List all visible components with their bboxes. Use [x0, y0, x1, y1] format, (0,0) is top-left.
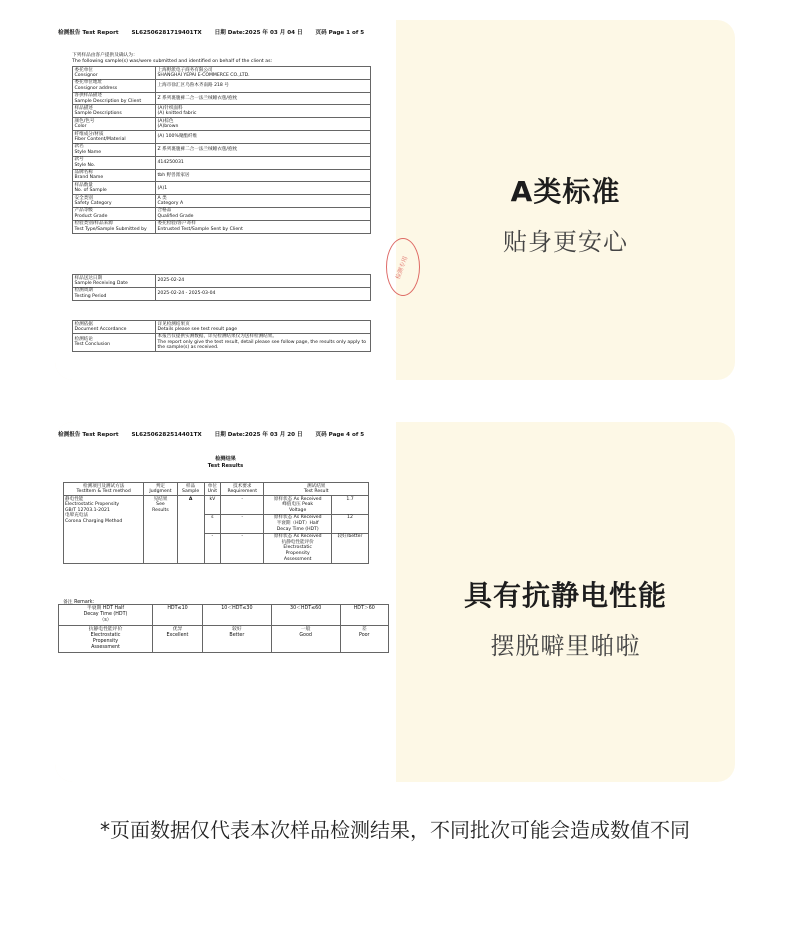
- info-value-cell: (A)1: [156, 182, 371, 195]
- info-value-cell: (A)针织面料 (A) knitted fabric: [156, 105, 371, 118]
- report-date: 日期 Date:2025 年 03 月 20 日: [214, 432, 303, 438]
- info-label-cell: 检验类别/样品来源 Test Type/Sample Submitted by: [73, 220, 156, 233]
- header-cell: 样品 Sample: [177, 483, 204, 496]
- info-value-cell: A 类 Category A: [156, 195, 371, 208]
- header-cell: 单位 Unit: [204, 483, 220, 496]
- info-value-cell: (A)棕色 (A)brown: [156, 118, 371, 131]
- info-label-cell: 检测结论 Test Conclusion: [73, 333, 156, 351]
- report-page: 页码 Page 4 of 5: [315, 432, 365, 438]
- unit-cell: s: [204, 514, 220, 533]
- requirement-cell: -: [221, 514, 264, 533]
- test-report-page-4: [55, 422, 396, 782]
- info-label-cell: 样品数量 No. of Sample: [73, 182, 156, 195]
- remark-label: 备注 Remark：: [63, 600, 98, 605]
- info-label-cell: 检测依据 Document Accordance: [73, 321, 156, 334]
- grade-cell: 差 Poor: [340, 626, 388, 653]
- info-label-cell: 安全类别 Safety Category: [73, 195, 156, 208]
- caption-category-a: [396, 170, 735, 257]
- info-row: [73, 321, 371, 334]
- info-row: [73, 131, 371, 144]
- panel-category-a: [55, 20, 735, 380]
- info-label-cell: 客供样品描述 Sample Description by Client: [73, 92, 156, 105]
- test-item-cell: 静电性能 Electrostatic Propensity GB/T 12703.1-2021 电晕充电法 Corona Charging Method: [64, 496, 144, 564]
- grade-table: [58, 604, 389, 653]
- info-label-cell: 款名 Style Name: [73, 143, 156, 156]
- header-cell: 检测项目及测试方法 TestItem & Test method: [64, 483, 144, 496]
- unit-cell: -: [204, 533, 220, 563]
- caption-title: 具有抗静电性能: [463, 579, 667, 612]
- report-header: [58, 430, 392, 438]
- info-row: [73, 333, 371, 351]
- sample-intro: 下列样品由客户提供及确认为： The following sample(s) was/were submitted and identified on behalf of the client as:: [72, 53, 273, 64]
- report-label: 检测报告 Test Report: [58, 432, 119, 438]
- grade-cell: 优异 Excellent: [152, 626, 202, 653]
- sample-dates-table: [72, 274, 371, 301]
- info-row: [73, 275, 371, 288]
- sample-info-table: [72, 66, 371, 234]
- grade-cell: 较好 Better: [203, 626, 272, 653]
- report-number: SL62506281719401TX: [131, 30, 202, 36]
- info-row: [73, 287, 371, 300]
- sample-cell: A: [177, 496, 204, 564]
- info-row: [73, 169, 371, 182]
- requirement-cell: -: [221, 496, 264, 515]
- test-results-table: [63, 482, 369, 564]
- grade-cell: 30＜HDT≤60: [271, 605, 340, 626]
- info-value-cell: 414250031: [156, 156, 371, 169]
- info-value-cell: tbh 野兽派家居: [156, 169, 371, 182]
- info-label-cell: 委托单位地址 Consignor address: [73, 79, 156, 92]
- report-label: 检测报告 Test Report: [58, 30, 119, 36]
- info-value-cell: 2025-02-24: [156, 275, 371, 288]
- info-label-cell: 产品等级 Product Grade: [73, 207, 156, 220]
- header-cell: 技术要求 Requirement: [221, 483, 264, 496]
- info-value-cell: 合格品 Qualified Grade: [156, 207, 371, 220]
- info-row: [73, 118, 371, 131]
- unit-cell: kV: [204, 496, 220, 515]
- condition-cell: 原样状态 As Received 抗静电性能评价 Electrostatic Propensity Assessment: [264, 533, 332, 563]
- caption-subtitle: 贴身更安心: [503, 228, 628, 256]
- info-label-cell: 样品送达日期 Sample Receiving Date: [73, 275, 156, 288]
- test-report-page-1: [55, 20, 396, 380]
- seal-text: 检测专用: [394, 255, 410, 281]
- info-row: [73, 105, 371, 118]
- info-row: [73, 143, 371, 156]
- info-row: [73, 182, 371, 195]
- header-cell: 测试结果 Test Result: [264, 483, 369, 496]
- info-value-cell: 委托检验/客户寄样 Entrusted Test/Sample Sent by Client: [156, 220, 371, 233]
- info-row: [73, 207, 371, 220]
- info-label-cell: 检测周期 Testing Period: [73, 287, 156, 300]
- caption-subtitle: 摆脱噼里啪啦: [490, 632, 641, 660]
- grade-cell: HDT≤10: [152, 605, 202, 626]
- grade-cell: 半衰期 HDT Half Decay Time (HDT) （s）: [59, 605, 153, 626]
- info-label-cell: 颜色/色号 Color: [73, 118, 156, 131]
- conclusion-table: [72, 320, 371, 352]
- info-row: [73, 156, 371, 169]
- report-date: 日期 Date:2025 年 03 月 04 日: [214, 30, 303, 36]
- condition-cell: 原样状态 As Received 峰值电压 Peak Voltage: [264, 496, 332, 515]
- requirement-cell: -: [221, 533, 264, 563]
- info-value-cell: 上海市徐汇区乌鲁木齐南路 218 号: [156, 79, 371, 92]
- info-row: [73, 195, 371, 208]
- info-value-cell: 2025-02-24 - 2025-03-04: [156, 287, 371, 300]
- info-label-cell: 品牌名称 Brand Name: [73, 169, 156, 182]
- footnote: *页面数据仅代表本次样品检测结果，不同批次可能会造成数值不同: [100, 818, 690, 842]
- result-cell: 较好/better: [331, 533, 368, 563]
- info-label-cell: 样品描述 Sample Descriptions: [73, 105, 156, 118]
- grade-cell: HDT＞60: [340, 605, 388, 626]
- panel-antistatic: [55, 422, 735, 782]
- info-row: [73, 67, 371, 80]
- header-cell: 判定 Judgment: [144, 483, 177, 496]
- result-cell: 12: [331, 514, 368, 533]
- info-row: [73, 220, 371, 233]
- result-row: [64, 496, 369, 515]
- info-label-cell: 委托单位 Consignor: [73, 67, 156, 80]
- info-value-cell: 本报告仅提供实测数据，详见检测结果仅为送样检测结果。 The report only give the test result, detail please see follow page, the results only apply to the sample(s) as received.: [156, 333, 371, 351]
- grade-cell: 10＜HDT≤30: [203, 605, 272, 626]
- info-value-cell: 详见检测结果页 Details please see test result page: [156, 321, 371, 334]
- results-title: 检测结果 Test Results: [207, 456, 244, 469]
- condition-cell: 原样状态 As Received 半衰期（HDT）Half Decay Time (HDT): [264, 514, 332, 533]
- caption-title: A类标准: [510, 175, 621, 208]
- grade-cell: 抗静电性能评价 Electrostatic Propensity Assessment: [59, 626, 153, 653]
- judgment-cell: 见结果 See Results: [144, 496, 177, 564]
- caption-antistatic: [396, 574, 735, 661]
- grade-row-assessment: [59, 626, 389, 653]
- info-value-cell: 上海野派电子商务有限公司 SHANGHAI YEPAI E-COMMERCE CO.,LTD.: [156, 67, 371, 80]
- info-value-cell: (A) 100%聚酯纤维: [156, 131, 371, 144]
- results-header-row: [64, 483, 369, 496]
- info-row: [73, 79, 371, 92]
- report-number: SL62506282514401TX: [131, 432, 202, 438]
- report-header: [58, 28, 392, 36]
- grade-row-hdt: [59, 605, 389, 626]
- info-value-cell: Z 系列裹腹裤二合一法兰绒睡衣毯/抱枕: [156, 92, 371, 105]
- info-row: [73, 92, 371, 105]
- grade-cell: 一般 Good: [271, 626, 340, 653]
- report-page: 页码 Page 1 of 5: [315, 30, 365, 36]
- result-cell: 1.7: [331, 496, 368, 515]
- info-label-cell: 款号 Style No.: [73, 156, 156, 169]
- info-value-cell: Z 系列裹腹裤二合一法兰绒睡衣毯/抱枕: [156, 143, 371, 156]
- info-label-cell: 纤维成分/材质 Fiber Content/Material: [73, 131, 156, 144]
